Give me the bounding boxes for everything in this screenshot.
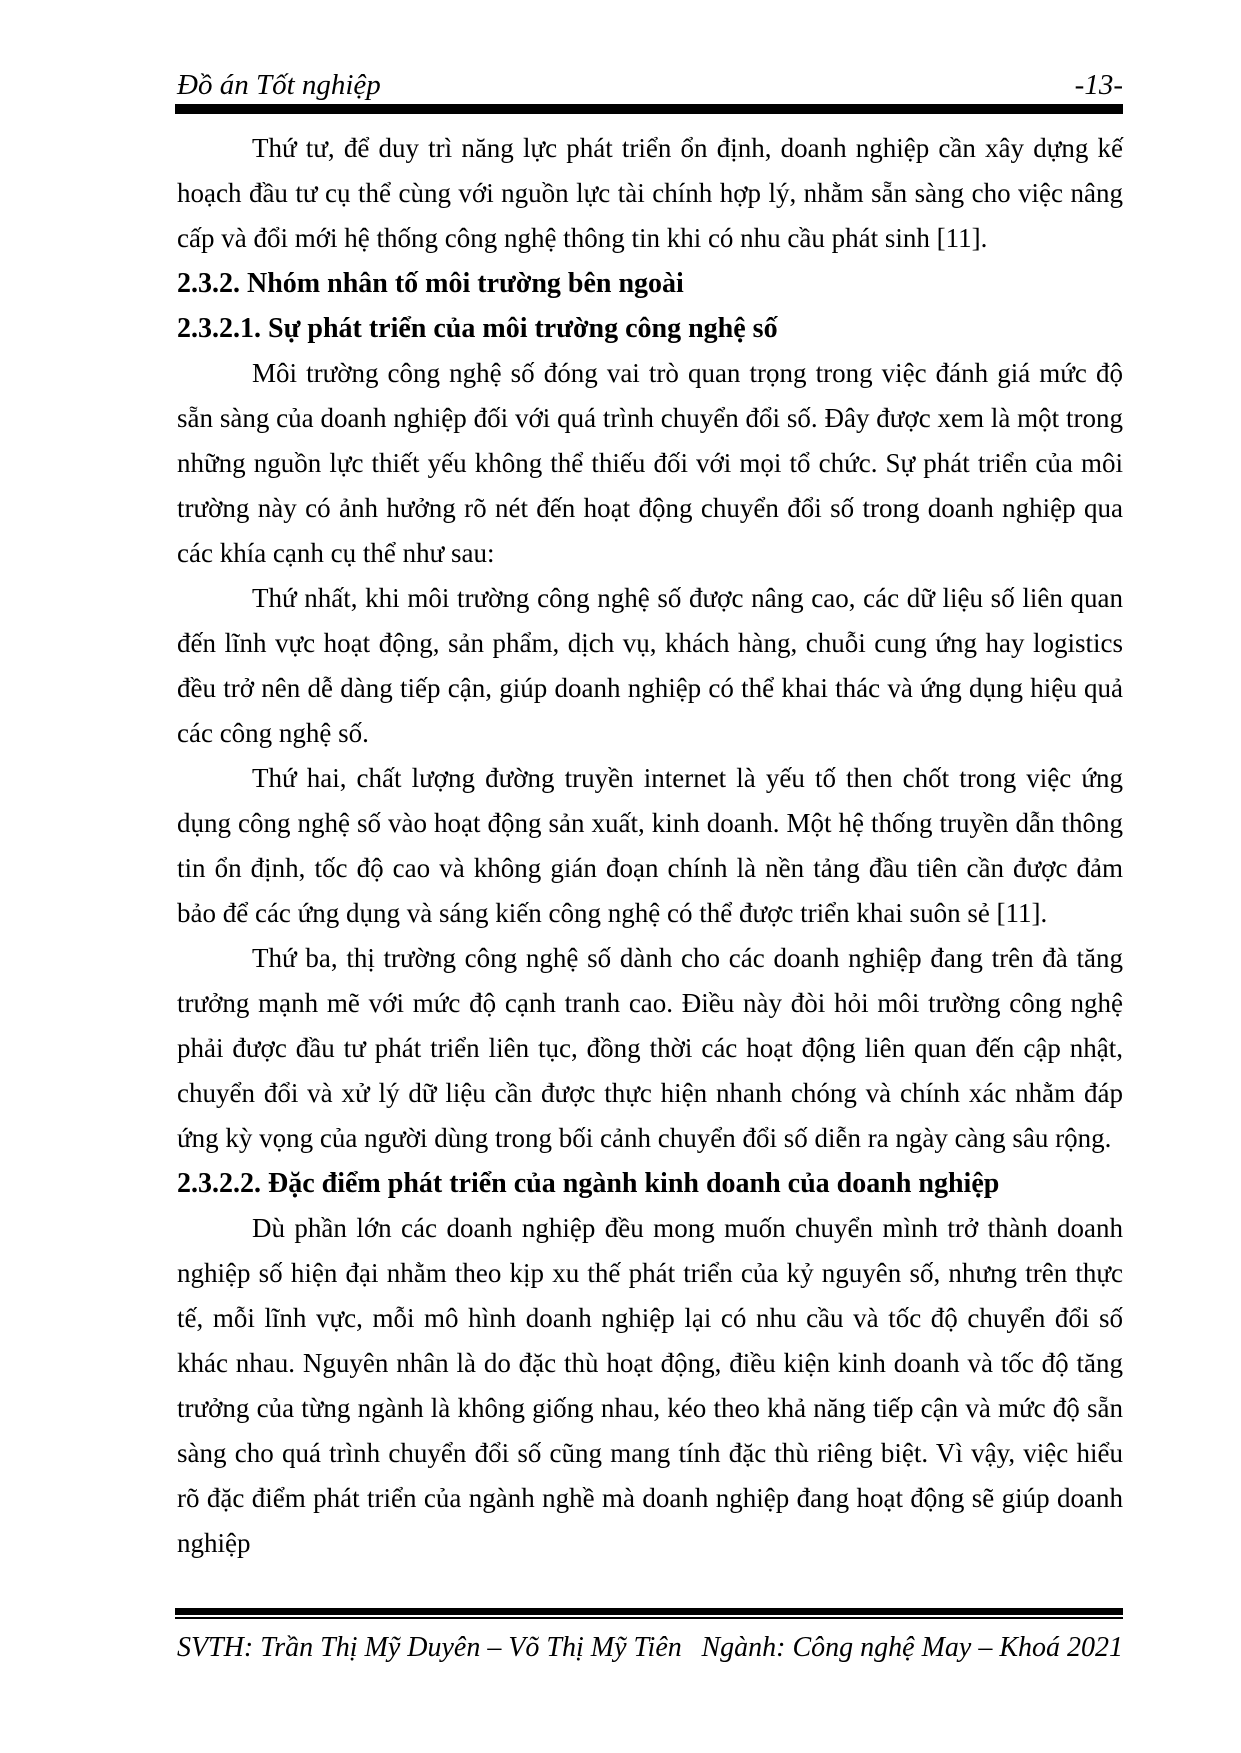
page-header xyxy=(177,68,1123,102)
header-divider xyxy=(175,104,1123,114)
document-body xyxy=(177,126,1123,1566)
body-paragraph: Thứ hai, chất lượng đường truyền internet là yếu tố then chốt trong việc ứng dụng công nghệ số vào hoạt động sản xuất, kinh doanh. Một hệ thống truyền dẫn thông tin ổn định, tốc độ cao và không gián đoạn chính là nền tảng đầu tiên cần được đảm bảo để các ứng dụng và sáng kiến công nghệ có thể được triển khai suôn sẻ [11]. xyxy=(177,763,1123,928)
body-paragraph: Môi trường công nghệ số đóng vai trò quan trọng trong việc đánh giá mức độ sẵn sàng của doanh nghiệp đối với quá trình chuyển đổi số. Đây được xem là một trong những nguồn lực thiết yếu không thể thiếu đối với mọi tổ chức. Sự phát triển của môi trường này có ảnh hưởng rõ nét đến hoạt động chuyển đổi số trong doanh nghiệp qua các khía cạnh cụ thể như sau: xyxy=(177,358,1123,568)
section-heading: 2.3.2.2. Đặc điểm phát triển của ngành kinh doanh của doanh nghiệp xyxy=(177,1168,1000,1199)
section-heading: 2.3.2. Nhóm nhân tố môi trường bên ngoài xyxy=(177,268,684,299)
header-title: Đồ án Tốt nghiệp xyxy=(177,69,381,101)
page-number: -13- xyxy=(1074,69,1123,101)
footer-student-names: SVTH: Trần Thị Mỹ Duyên – Võ Thị Mỹ Tiên xyxy=(177,1632,682,1663)
section-heading: 2.3.2.1. Sự phát triển của môi trường công nghệ số xyxy=(177,313,778,344)
body-paragraph: Thứ tư, để duy trì năng lực phát triển ổn định, doanh nghiệp cần xây dựng kế hoạch đầu tư cụ thể cùng với nguồn lực tài chính hợp lý, nhằm sẵn sàng cho việc nâng cấp và đổi mới hệ thống công nghệ thông tin khi có nhu cầu phát sinh [11]. xyxy=(177,133,1123,253)
footer-major-cohort: Ngành: Công nghệ May – Khoá 2021 xyxy=(701,1632,1123,1663)
body-paragraph: Dù phần lớn các doanh nghiệp đều mong muốn chuyển mình trở thành doanh nghiệp số hiện đại nhằm theo kịp xu thế phát triển của kỷ nguyên số, nhưng trên thực tế, mỗi lĩnh vực, mỗi mô hình doanh nghiệp lại có nhu cầu và tốc độ chuyển đổi số khác nhau. Nguyên nhân là do đặc thù hoạt động, điều kiện kinh doanh và tốc độ tăng trưởng của từng ngành là không giống nhau, kéo theo khả năng tiếp cận và mức độ sẵn sàng cho quá trình chuyển đổi số cũng mang tính đặc thù riêng biệt. Vì vậy, việc hiểu rõ đặc điểm phát triển của ngành nghề mà doanh nghiệp đang hoạt động sẽ giúp doanh nghiệp xyxy=(177,1213,1123,1558)
footer-divider xyxy=(175,1608,1123,1619)
body-paragraph: Thứ ba, thị trường công nghệ số dành cho các doanh nghiệp đang trên đà tăng trưởng mạnh mẽ với mức độ cạnh tranh cao. Điều này đòi hỏi môi trường công nghệ phải được đầu tư phát triển liên tục, đồng thời các hoạt động liên quan đến cập nhật, chuyển đổi và xử lý dữ liệu cần được thực hiện nhanh chóng và chính xác nhằm đáp ứng kỳ vọng của người dùng trong bối cảnh chuyển đổi số diễn ra ngày càng sâu rộng. xyxy=(177,943,1123,1153)
body-paragraph: Thứ nhất, khi môi trường công nghệ số được nâng cao, các dữ liệu số liên quan đến lĩnh vực hoạt động, sản phẩm, dịch vụ, khách hàng, chuỗi cung ứng hay logistics đều trở nên dễ dàng tiếp cận, giúp doanh nghiệp có thể khai thác và ứng dụng hiệu quả các công nghệ số. xyxy=(177,583,1123,748)
page-footer xyxy=(177,1628,1123,1668)
